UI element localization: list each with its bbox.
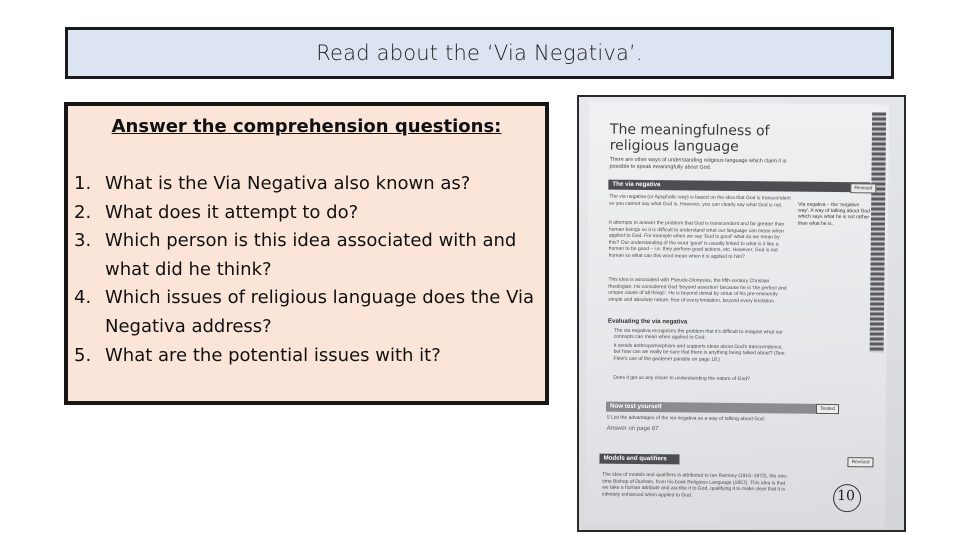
section-paragraph: The via negativa (or Apophatic way) is based on the idea that God is transcendent so you cannot say what God is. However, you can clearly say what God is not. [609, 193, 791, 208]
evaluating-heading: Evaluating the via negativa [607, 317, 688, 326]
question-number: 3. [74, 230, 92, 252]
question-number: 5. [74, 344, 92, 366]
section-paragraph: This idea is associated with Pseudo-Dionysius, the fifth-century Christian theologian. He considered God 'beyond assertion' because he is 'the perfect and unique cause of all things'. He is beyond denial by virtue of his pre-eminently simple and absolute nature, free of every limitation, beyond every limitation. [608, 276, 787, 304]
list-item [74, 342, 537, 371]
question-text: What are the potential issues with it? [105, 344, 441, 366]
section-bar-models [599, 454, 679, 465]
title-banner [65, 27, 894, 79]
answer-reference: Answer on page 67 [606, 425, 659, 433]
book-spine [870, 112, 887, 352]
now-test-bar [606, 402, 826, 414]
question-number: 4. [74, 287, 92, 309]
list-item [74, 227, 537, 284]
handwritten-number: 10 [837, 488, 856, 505]
now-test-label: Now test yourself [610, 402, 662, 411]
revised-tag: Revised [850, 183, 876, 193]
question-text: Which issues of religious language does the Via Negativa address? [105, 287, 535, 337]
list-item [74, 284, 537, 341]
page-title-line1: The meaningfulness of [609, 121, 770, 140]
page-title [610, 122, 770, 156]
question-number: 2. [74, 201, 92, 223]
list-item [74, 199, 537, 228]
questions-heading: Answer the comprehension questions: [111, 116, 502, 137]
textbook-page [585, 101, 889, 528]
section-bar-via-negativa [608, 180, 870, 193]
bullet-item: Does it get us any closer to understanding the nature of God? [613, 374, 750, 383]
bullet-item: It avoids anthropomorphism and supports ideas about God's transcendence, but how can we really be sure that there is anything being talked about? (See Flew's use of the gardener parable on page 18.) [613, 342, 785, 363]
section-bar-label: Models and qualifiers [603, 454, 667, 463]
tested-tag: Tested [816, 404, 839, 414]
section-paragraph: It attempts to answer the problem that God is transcendent and far greater than human beings so it is difficult to understand what our language can mean when applied to God. For example when we say 'God is good' what do we mean by this? Our understanding of the word 'good' is usually linked to what is it like a human to be good – i.e. they perform good actions, etc. However, God is not human so what can this word mean when it is applied to him? [608, 219, 785, 260]
list-item [74, 170, 537, 199]
page-intro: There are other ways of understanding religious language which claim it is possible to speak meaningfully about God. [609, 156, 787, 171]
questions-list [74, 170, 537, 370]
page-title-line2: religious language [609, 137, 739, 156]
questions-box [64, 102, 549, 405]
section-bar-label: The via negativa [612, 180, 661, 189]
question-number: 1. [74, 173, 92, 194]
question-text: What is the Via Negativa also known as? [105, 173, 471, 194]
question-text: What does it attempt to do? [105, 201, 359, 223]
question-text: Which person is this idea associated with and what did he think? [105, 230, 517, 280]
slide-title: Read about the ‘Via Negativa’. [316, 41, 643, 65]
side-note: Via negativa – the 'negative way'. A way of talking about God which says what he is not rather than what he is. [797, 201, 870, 227]
section-paragraph: The idea of models and qualifiers is attributed to Ian Ramsey (1915–1972), the one-time Bishop of Durham, from his book Religious Language (1957). This idea is that we take a human attribute and ascribe it to God, qualifying it to make clear that it is infinitely enhanced when applied to God. [602, 471, 788, 499]
test-question: 5 List the advantages of the via negativa as a way of talking about God. [606, 414, 766, 423]
bullet-item: The via negativa recognises the problem that it's difficult to imagine what our concepts can mean when applied to God. [613, 327, 783, 342]
textbook-photo [577, 95, 906, 532]
revised-tag: Revised [847, 457, 873, 467]
